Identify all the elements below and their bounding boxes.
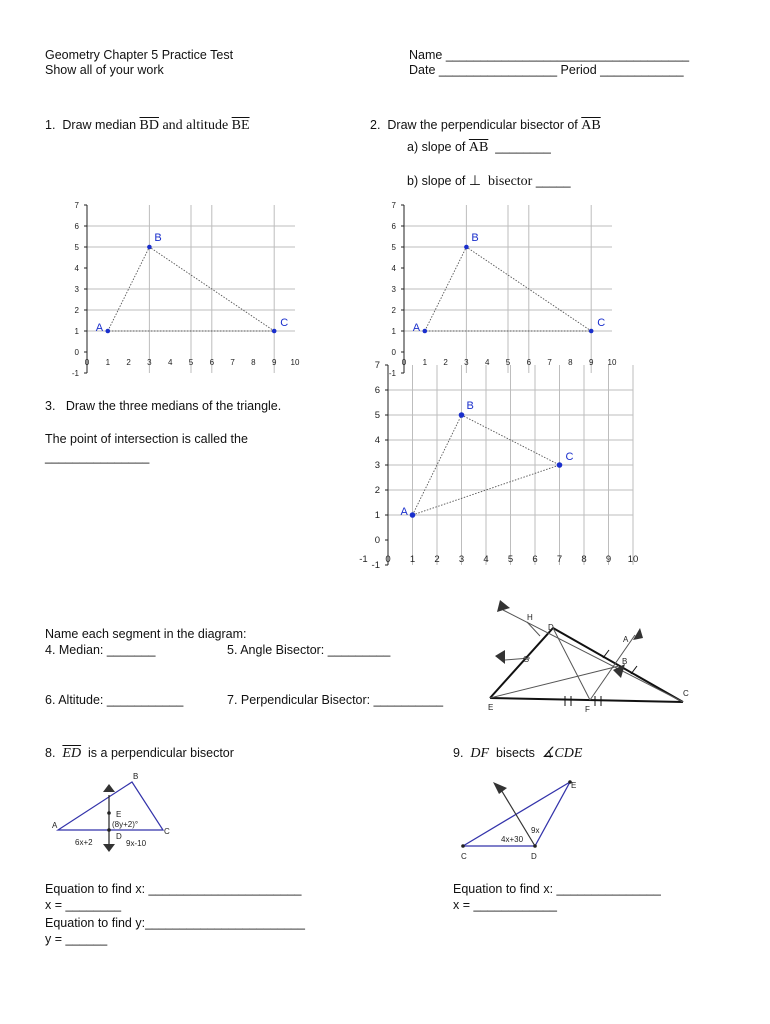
y-tick-label: 4: [391, 264, 396, 273]
question-2-text: Draw the perpendicular bisector of: [387, 118, 578, 132]
question-8-y-answer[interactable]: y = ______: [45, 932, 108, 946]
x-tick-label: 9: [271, 358, 277, 367]
fig9-label-e: E: [571, 781, 577, 790]
y-tick-label: 1: [391, 327, 396, 336]
question-9-text: bisects: [496, 746, 535, 760]
x-tick-label: 5: [507, 554, 514, 565]
x-tick-label: 5: [505, 358, 511, 367]
segment-ab: $\overline{AB}$: [581, 118, 601, 133]
x-tick-label: 7: [547, 358, 552, 367]
fig-label-h: H: [527, 613, 533, 622]
point-label-b: B: [471, 232, 479, 244]
x-tick-label: 3: [458, 554, 465, 565]
question-9-x-answer[interactable]: x = ____________: [453, 898, 557, 912]
fig-label-b: B: [622, 657, 628, 666]
x-tick-label: 10: [627, 554, 639, 565]
point-label-b: B: [154, 232, 162, 244]
point-c: [589, 329, 594, 334]
fig-label-d: D: [548, 623, 554, 632]
x-tick-label: 2: [126, 358, 131, 367]
x-tick-label: 0: [401, 358, 407, 367]
graph-q3-content: [359, 360, 638, 571]
segment-df: DF: [470, 746, 490, 761]
angle-cde: ∡CDE: [541, 746, 583, 761]
question-3-prompt: The point of intersection is called the: [45, 432, 248, 446]
x-tick-label: 9: [605, 554, 612, 565]
point-c: [557, 462, 563, 468]
point-b: [147, 245, 152, 250]
segment-ab: $\overline{AB}$: [468, 140, 489, 155]
question-4: 4. Median: _______: [45, 643, 156, 657]
figure-q4-7: [485, 600, 695, 720]
fig-label-e: E: [488, 703, 494, 712]
fig8-label-e: E: [116, 810, 122, 819]
point-label-a: A: [400, 506, 408, 518]
question-8-equation-x[interactable]: Equation to find x: ______________________: [45, 882, 302, 896]
question-1: [45, 118, 250, 133]
y-tick-label: 5: [74, 243, 79, 252]
y-tick-label: 3: [74, 285, 79, 294]
question-8-equation-y[interactable]: Equation to find y:_______________________: [45, 916, 305, 930]
y-tick-label: 6: [391, 222, 396, 231]
x-tick-label: 1: [105, 358, 111, 367]
point-a: [423, 329, 428, 334]
y-tick-label: 2: [74, 306, 79, 315]
graph-q3: [340, 360, 639, 595]
y-tick-label: 0: [74, 348, 79, 357]
question-2a: [407, 140, 551, 155]
y-tick-label: 2: [374, 485, 380, 496]
fig8-label-b: B: [133, 772, 139, 781]
point-label-a: A: [95, 322, 104, 334]
answer-blank[interactable]: ________: [495, 140, 551, 154]
x-tick-label: 6: [209, 358, 215, 367]
fig8-label-c: C: [164, 827, 170, 836]
fig8-label-d: D: [116, 832, 122, 841]
question-5: 5. Angle Bisector: _________: [227, 643, 391, 657]
x-tick-label: 9: [588, 358, 594, 367]
y-tick-label: 4: [74, 264, 79, 273]
fig-label-g: G: [523, 655, 530, 664]
x-tick-label: 10: [290, 358, 300, 367]
x-tick-label: 6: [532, 554, 538, 565]
x-tick-label: 4: [167, 358, 173, 367]
x-tick-label: 4: [483, 554, 489, 565]
x-tick-label: 0: [385, 554, 391, 565]
question-3: 3. Draw the three medians of the triangle.: [45, 399, 282, 413]
fig-label-f: F: [585, 705, 590, 714]
point-label-b: B: [466, 400, 474, 412]
x-tick-label: 0: [84, 358, 90, 367]
date-period-line: Date _________________ Period ____________: [409, 63, 684, 77]
y-tick-label: 2: [391, 306, 396, 315]
fig8-right-expr: 9x-10: [126, 839, 147, 848]
question-number: 8.: [45, 746, 56, 760]
x-tick-label: 2: [443, 358, 448, 367]
y-tick-label: 3: [391, 285, 396, 294]
x-tick-label: 7: [556, 554, 563, 565]
question-2a-label: a) slope of: [407, 140, 466, 154]
name-line: Name ___________________________________: [409, 48, 690, 62]
point-b: [464, 245, 469, 250]
fig8-label-a: A: [52, 821, 58, 830]
segment-ed: $\overline{ED}$: [62, 746, 82, 761]
x-tick-label: 2: [434, 554, 440, 565]
x-tick-label: 1: [422, 358, 428, 367]
point-b: [459, 412, 465, 418]
question-8-text: is a perpendicular bisector: [88, 746, 234, 760]
perpendicular-symbol: ⊥: [468, 174, 482, 189]
test-subtitle: Show all of your work: [45, 63, 164, 77]
question-number: 9.: [453, 746, 464, 760]
fig8-left-expr: 6x+2: [75, 838, 93, 847]
y-tick-label: 7: [391, 201, 396, 210]
question-number: 2.: [370, 118, 381, 132]
x-tick-label: 8: [251, 358, 256, 367]
question-6: 6. Altitude: ___________: [45, 693, 184, 707]
x-tick-label: 10: [607, 358, 617, 367]
fig9-angle-2: 9x: [531, 826, 540, 835]
question-8: [45, 746, 234, 761]
y-tick-label: 1: [74, 327, 79, 336]
question-9: [453, 746, 582, 761]
y-tick-label: 5: [391, 243, 396, 252]
graph-q2-content: [389, 201, 617, 378]
y-tick-label: 5: [374, 410, 380, 421]
graph-q1: [40, 200, 300, 380]
test-title: Geometry Chapter 5 Practice Test: [45, 48, 234, 62]
x-tick-label: 7: [230, 358, 235, 367]
point-a: [106, 329, 111, 334]
fig9-label-d: D: [531, 852, 537, 861]
question-2b: [407, 174, 571, 189]
x-tick-label: -1: [359, 554, 368, 565]
x-tick-label: 3: [464, 358, 469, 367]
question-7: 7. Perpendicular Bisector: __________: [227, 693, 444, 707]
point-label-c: C: [597, 317, 606, 329]
fig9-angle-1: 4x+30: [501, 835, 524, 844]
answer-blank[interactable]: _____: [535, 174, 571, 188]
y-tick-label: 1: [374, 510, 380, 521]
segment-bd: $\overline{BD}$: [139, 118, 159, 133]
graph-q2: [357, 200, 617, 380]
question-9-equation-x[interactable]: Equation to find x: _______________: [453, 882, 661, 896]
graph-q1-content: [72, 201, 300, 378]
y-tick-label: 0: [391, 348, 396, 357]
fig9-label-c: C: [461, 852, 467, 861]
answer-blank[interactable]: _______________: [45, 450, 150, 464]
x-tick-label: 8: [581, 554, 587, 565]
question-1-and: and altitude: [162, 118, 229, 133]
y-tick-label: 6: [74, 222, 79, 231]
x-tick-label: 1: [409, 554, 416, 565]
y-tick-label: 3: [374, 460, 380, 471]
figure-q8: [50, 770, 180, 860]
x-tick-label: 6: [526, 358, 532, 367]
x-tick-label: 3: [147, 358, 152, 367]
y-tick-label: 7: [374, 360, 380, 371]
y-tick-label: -1: [371, 560, 380, 571]
y-tick-label: 4: [374, 435, 380, 446]
questions-4-7-intro: Name each segment in the diagram:: [45, 627, 247, 641]
point-a: [410, 512, 416, 518]
y-tick-label: 7: [74, 201, 79, 210]
figure-q9: [455, 770, 595, 865]
point-label-c: C: [565, 451, 574, 463]
question-2b-word: bisector: [488, 174, 533, 189]
x-tick-label: 8: [568, 358, 573, 367]
question-2b-label: b) slope of: [407, 174, 466, 188]
segment-be: $\overline{BE}$: [231, 118, 250, 133]
x-tick-label: 5: [188, 358, 194, 367]
x-tick-label: 4: [484, 358, 490, 367]
y-tick-label: -1: [388, 369, 396, 378]
y-tick-label: 6: [374, 385, 380, 396]
question-1-text: Draw median: [62, 118, 137, 132]
y-tick-label: -1: [71, 369, 79, 378]
question-2: [370, 118, 601, 133]
point-label-a: A: [412, 322, 421, 334]
question-number: 1.: [45, 118, 56, 132]
point-c: [272, 329, 277, 334]
question-8-x-answer[interactable]: x = ________: [45, 898, 122, 912]
y-tick-label: 0: [374, 535, 380, 546]
fig8-angle-expr: (8y+2)°: [112, 820, 139, 829]
point-label-c: C: [280, 317, 289, 329]
fig-label-c: C: [683, 689, 689, 698]
fig-label-a: A: [623, 635, 629, 644]
